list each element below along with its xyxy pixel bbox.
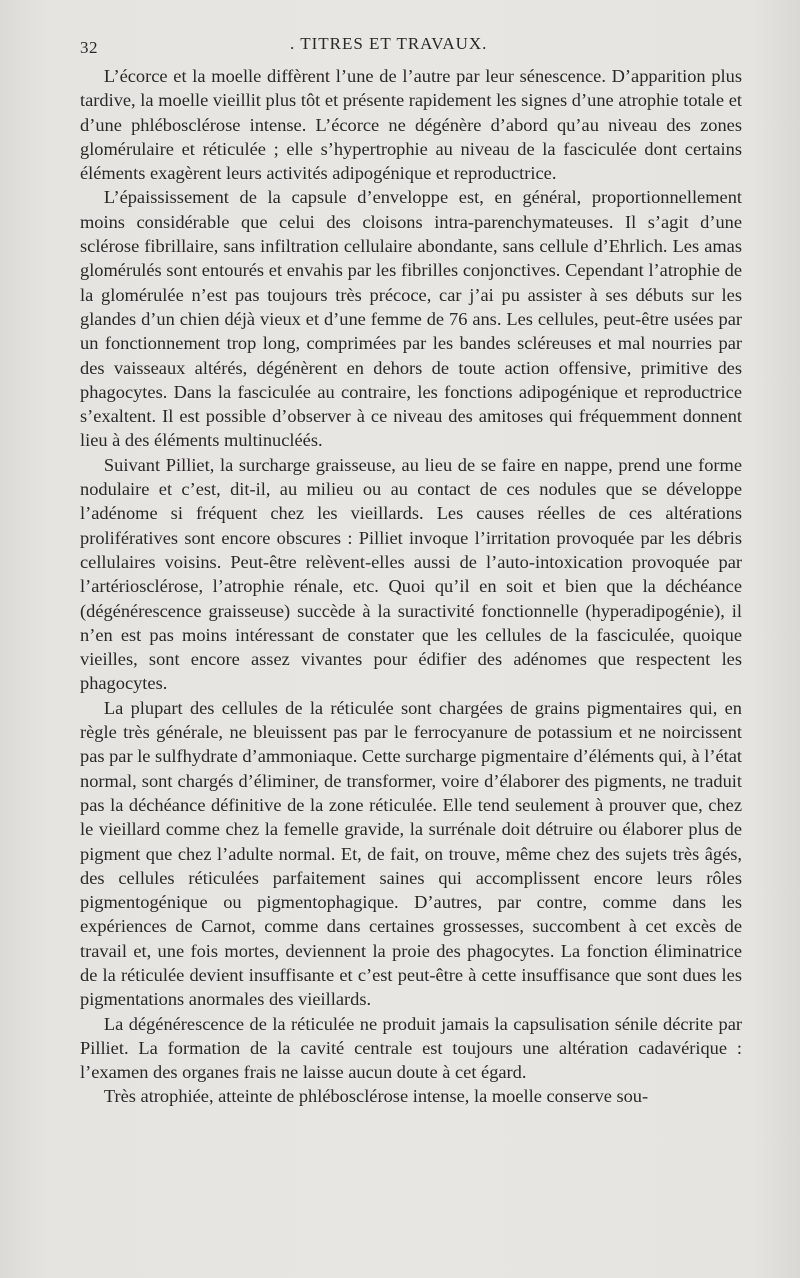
running-title: . TITRES ET TRAVAUX. bbox=[290, 34, 488, 53]
page-number: 32 bbox=[80, 38, 98, 57]
paragraph: Suivant Pilliet, la surcharge graisseuse, au lieu de se faire en nappe, prend une forme nodulaire et c’est, dit-il, au milieu ou au contact de ces nodules que se développe l’adénome si fréquent chez les vieillards. Les causes réelles de ces altérations prolifératives sont encore obscures : Pilliet invoque l’irritation provoquée par les débris cellulaires voisins. Peut-être relèvent-elles aussi de l’auto-intoxication provoquée par l’artériosclérose, l’atrophie rénale, etc. Quoi qu’il en soit et bien que la déchéance (dégénérescence graisseuse) succède à la suractivité fonctionnelle (hyperadipogénie), il n’en est pas moins intéressant de constater que les cellules de la fasciculée, quoique vieilles, sont encore assez vivantes pour édifier des adénomes que respectent les phagocytes. bbox=[80, 454, 742, 694]
body-text bbox=[80, 64, 742, 1109]
paragraph: L’écorce et la moelle diffèrent l’une de l’autre par leur sénescence. D’apparition plus tardive, la moelle vieillit plus tôt et présente rapidement les signes d’une atrophie totale et d’une phlébosclérose intense. L’écorce ne dégénère d’abord qu’au niveau des zones glomérulaire et réticulée ; elle s’hypertrophie au niveau de la fasciculée dont certains éléments exagèrent leurs activités adipogénique et reproductrice. bbox=[80, 66, 742, 184]
paragraph: La plupart des cellules de la réticulée sont chargées de grains pigmentaires qui, en règle très générale, ne bleuissent pas par le ferrocyanure de potassium et ne noircissent pas par le sulfhydrate d’ammoniaque. Cette surcharge pigmentaire d’éléments qui, à l’état normal, sont chargés d’éliminer, de transformer, voire d’élaborer des pigments, ne traduit pas la déchéance définitive de la zone réticulée. Elle tend seulement à prouver que, chez le vieillard comme chez la femelle gravide, la surrénale doit détruire ou élaborer plus de pigment que chez l’adulte normal. Et, de fait, on trouve, même chez des sujets très âgés, des cellules réticulées parfaitement saines qui accomplissent encore leurs rôles pigmentogénique ou pigmentophagique. D’autres, par contre, comme dans les expériences de Carnot, comme dans certaines grossesses, succombent à cet excès de travail et, une fois mortes, deviennent la proie des phagocytes. La fonction éliminatrice de la réticulée devient insuffisante et c’est peut-être à cette insuffisance que sont dues les pigmentations anormales des vieillards. bbox=[80, 697, 742, 1010]
paragraph: Très atrophiée, atteinte de phlébosclérose intense, la moelle conserve sou- bbox=[103, 1086, 649, 1107]
page-header bbox=[80, 30, 770, 60]
paragraph: L’épaississement de la capsule d’enveloppe est, en général, proportionnellement moins considérable que celui des cloisons intra-parenchymateuses. Il s’agit d’une sclérose fibrillaire, sans infiltration cellulaire abondante, sans cellule d’Ehrlich. Les amas glomérulés sont entourés et envahis par les fibrilles conjonctives. Cependant l’atrophie de la glomérulée n’est pas toujours très précoce, car j’ai pu assister à ses débuts sur les glandes d’un chien déjà vieux et d’une femme de 76 ans. Les cellules, peut-être usées par un fonctionnement trop long, comprimées par les bandes scléreuses et mal nourries par des vaisseaux altérés, dégénèrent en dehors de toute action offensive, primitive des phagocytes. Dans la fasciculée au contraire, les fonctions adipogénique et reproductrice s’exaltent. Il est possible d’observer à ce niveau des amitoses qui fréquemment donnent lieu à des éléments multinucléés. bbox=[80, 187, 742, 451]
paragraph: La dégénérescence de la réticulée ne produit jamais la capsulisation sénile décrite par Pilliet. La formation de la cavité centrale est toujours une altération cadavérique : l’examen des organes frais ne laisse aucun doute à cet égard. bbox=[80, 1013, 742, 1083]
